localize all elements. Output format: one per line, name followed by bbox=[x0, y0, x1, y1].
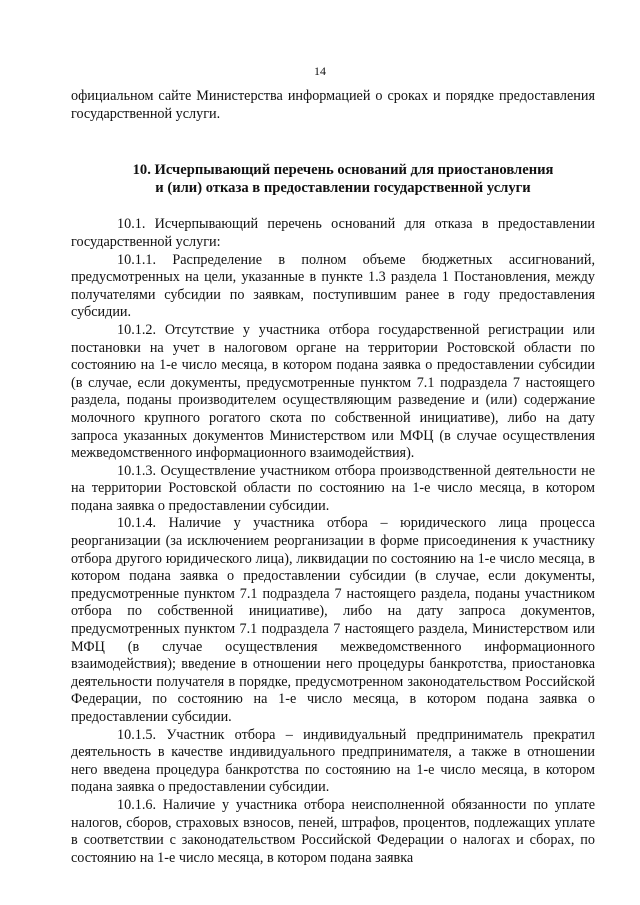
paragraph-10-1: 10.1. Исчерпывающий перечень оснований для отказа в предоставлении государственной услуги: bbox=[71, 216, 595, 250]
paragraph-10-1-2: 10.1.2. Отсутствие у участника отбора государственной регистрации или постановки на учет в налоговом органе на территории Ростовской области по состоянию на 1-е число месяца, в котором подана заявка о предоставлении субсидии (в случае, если документы, предусмотренные пунктом 7.1 подраздела 7 настоящего раздела, поданы производителем осуществляющим разведение и (или) содержание молочного крупного рогатого скота по собственной инициативе), либо на дату запроса указанных документов Министерством или МФЦ (в случае осуществления межведомственного информационного взаимодействия). bbox=[71, 321, 595, 462]
paragraph-intro-continuation: официальном сайте Министерства информацией о сроках и порядке предоставления государственной услуги. bbox=[71, 88, 595, 122]
section-heading bbox=[71, 162, 595, 197]
page-number: 14 bbox=[314, 64, 326, 78]
paragraph-10-1-6: 10.1.6. Наличие у участника отбора неисполненной обязанности по уплате налогов, сборов, страховых взносов, пеней, штрафов, процентов, подлежащих уплате в соответствии с законодательством Российской Федерации о налогах и сборах, по состоянию на 1-е число месяца, в котором подана заявка bbox=[71, 796, 595, 866]
paragraph-10-1-3: 10.1.3. Осуществление участником отбора производственной деятельности не на территории Ростовской области по состоянию на 1-е число месяца, в котором подана заявка о предоставлении субсидии. bbox=[71, 462, 595, 514]
document-body bbox=[71, 88, 595, 867]
section-heading-line-1: 10. Исчерпывающий перечень оснований для приостановления bbox=[132, 162, 554, 179]
paragraph-10-1-5: 10.1.5. Участник отбора – индивидуальный предприниматель прекратил деятельность в качестве индивидуального предпринимателя, а также в отношении него введена процедура банкротства по состоянию на 1-е число месяца, в котором подана заявка о предоставлении субсидии. bbox=[71, 726, 595, 796]
paragraph-10-1-1: 10.1.1. Распределение в полном объеме бюджетных ассигнований, предусмотренных на цели, указанные в пункте 1.3 раздела 1 Постановления, между получателями субсидии по заявкам, поступившим ранее в году предоставления субсидии. bbox=[71, 251, 595, 321]
paragraph-10-1-4: 10.1.4. Наличие у участника отбора – юридического лица процесса реорганизации (за исключением реорганизации в форме присоединения к участнику отбора другого юридического лица), ликвидации по состоянию на 1-е число месяца, в котором подана заявка о предоставлении субсидии (в случае, если документы, предусмотренные пунктом 7.1 подраздела 7 настоящего раздела, поданы участником отбора по собственной инициативе), либо на дату запроса документов, предусмотренных пунктом 7.1 подраздела 7 настоящего раздела, Министерством или МФЦ (в случае осуществления межведомственного информационного взаимодействия); введение в отношении него процедуры банкротства, приостановка деятельности получателя в порядке, предусмотренном законодательством Российской Федерации, по состоянию на 1-е число месяца, в котором подана заявка о предоставлении субсидии. bbox=[71, 515, 595, 725]
section-heading-line-2: и (или) отказа в предоставлении государственной услуги bbox=[155, 179, 531, 196]
